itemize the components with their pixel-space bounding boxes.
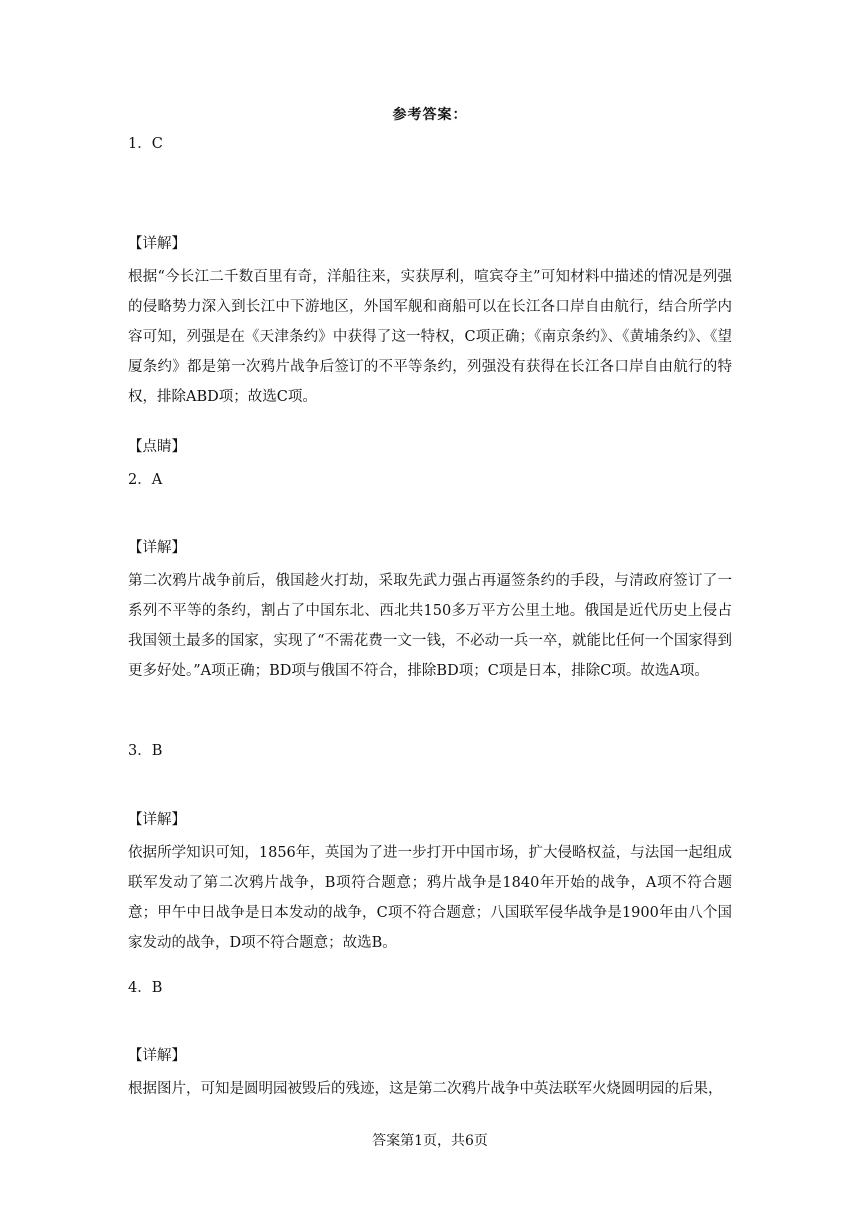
answer-number-2: 2．A	[128, 472, 163, 488]
detail-text-4: 根据图片，可知是圆明园被毁后的残迹，这是第二次鸦片战争中英法联军火烧圆明园的后果，	[128, 1081, 723, 1097]
page-title: 参考答案：	[392, 107, 468, 123]
detail-label-4: 【详解】	[128, 1048, 186, 1064]
answer-number-4: 4．B	[128, 980, 163, 996]
page-footer: 答案第1页，共6页	[372, 1133, 488, 1149]
answer-number-3: 3．B	[128, 743, 163, 759]
answer-number-1: 1．C	[128, 136, 163, 152]
detail-text-2: 第二次鸦片战争前后，俄国趁火打劫，采取先武力强占再逼签条约的手段，与清政府签订了一系列不平等的条约，割占了中国东北、西北共150多万平方公里土地。俄国是近代历史上侵占我国领土最多的国家，实现了“不需花费一文一钱，不必动一兵一卒，就能比任何一个国家得到更多好处。”A项正确；BD项与俄国不符合，排除BD项；C项是日本，排除C项。故选A项。	[128, 573, 732, 679]
detail-label-3: 【详解】	[128, 812, 186, 828]
detail-text-1: 根据“今长江二千数百里有奇，洋船往来，实获厚利，喧宾夺主”可知材料中描述的情况是列强的侵略势力深入到长江中下游地区，外国军舰和商船可以在长江各口岸自由航行，结合所学内容可知，列强是在《天津条约》中获得了这一特权，C项正确；《南京条约》、《黄埔条约》、《望厦条约》都是第一次鸦片战争后签订的不平等条约，列强没有获得在长江各口岸自由航行的特权，排除ABD项；故选C项。	[128, 269, 732, 405]
detail-label-2: 【详解】	[128, 540, 186, 556]
detail-text-3: 依据所学知识可知，1856年，英国为了进一步打开中国市场，扩大侵略权益，与法国一起组成联军发动了第二次鸦片战争，B项符合题意；鸦片战争是1840年开始的战争，A项不符合题意；甲午中日战争是日本发动的战争，C项不符合题意；八国联军侵华战争是1900年由八个国家发动的战争，D项不符合题意；故选B。	[128, 845, 732, 951]
detail-label-1: 【详解】	[128, 236, 186, 252]
point-label-1: 【点睛】	[128, 439, 186, 455]
